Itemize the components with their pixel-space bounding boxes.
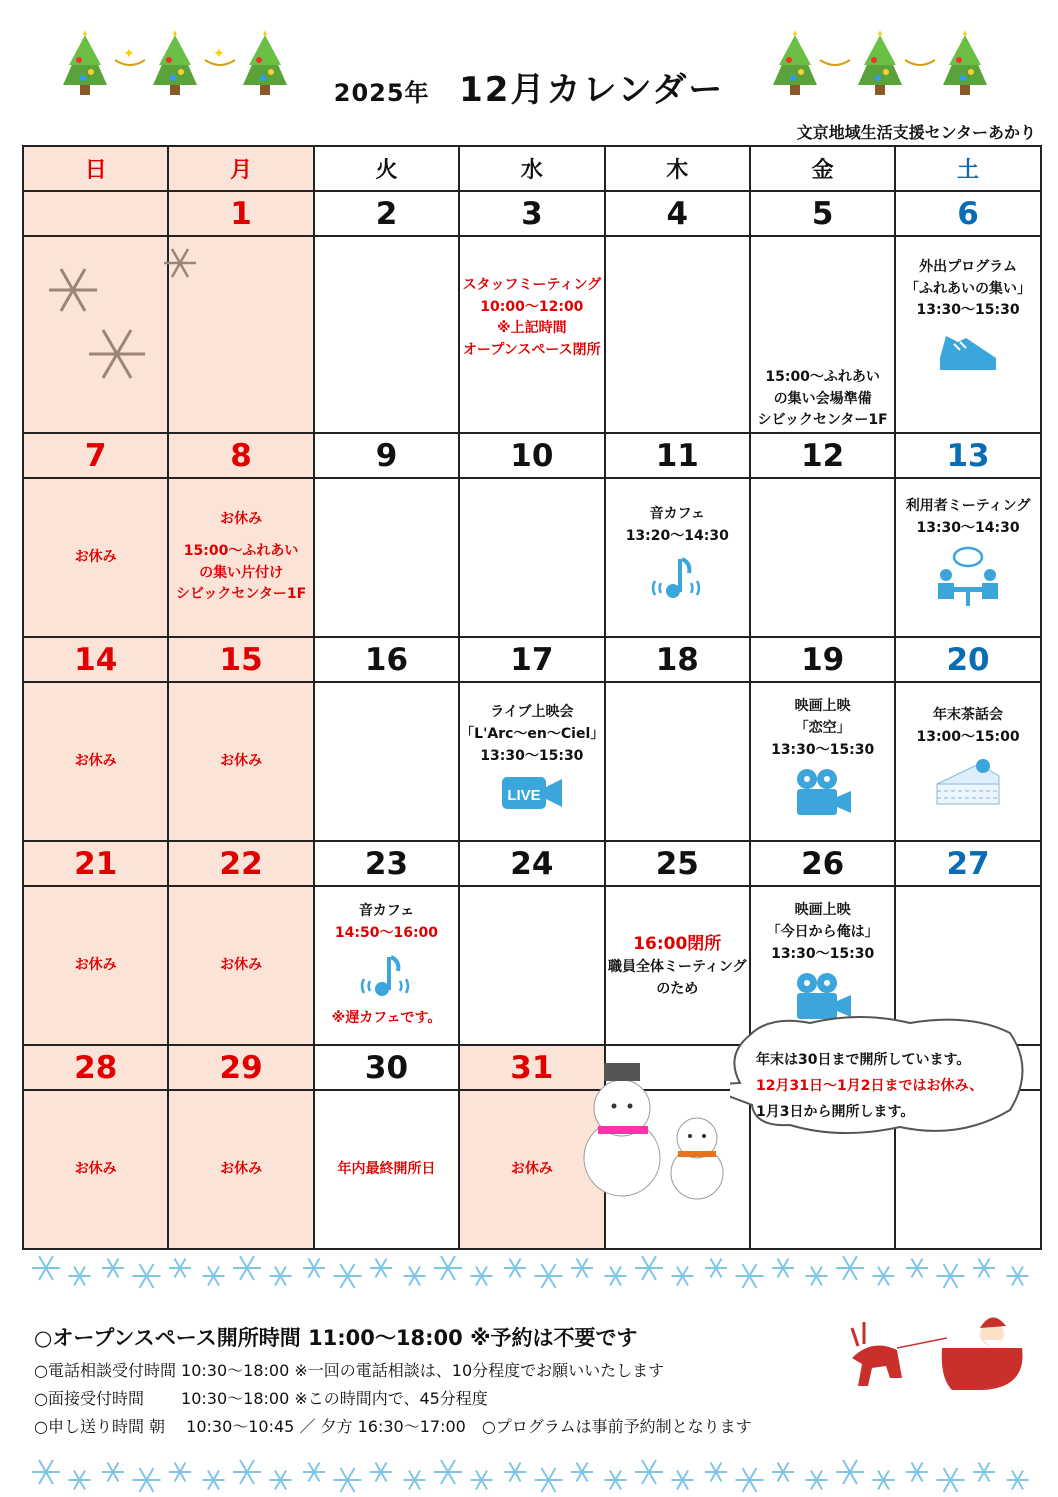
event-text: 利用者ミーティング [905,497,1031,514]
event-cell-wed [459,682,604,841]
date-cell-wed: 10 [459,433,604,478]
date-cell-wed: 3 [459,191,604,236]
date-row [23,841,1041,886]
date-row [23,433,1041,478]
event-cell-sun [23,886,168,1045]
date-cell-tue: 23 [314,841,459,886]
event-cell-sat [895,478,1040,637]
event-row [23,682,1041,841]
event-cell-wed [459,478,604,637]
event-cell-thu [605,682,750,841]
date-cell-sat: 20 [895,637,1040,682]
weekday-tuesday: 火 [314,146,459,191]
event-cell-mon [168,682,313,841]
event-cell-thu [605,478,750,637]
date-cell-thu: 4 [605,191,750,236]
svg-text:✦: ✦ [213,46,225,62]
meeting-icon [896,545,1039,619]
event-text: 16:00閉所 [633,933,722,954]
live-camera-icon [460,773,603,821]
event-cell-tue [314,236,459,433]
date-cell-thu: 18 [605,637,750,682]
event-text: 13:30～15:30 [771,741,875,758]
weekday-wednesday: 水 [459,146,604,191]
event-cell-sat [895,682,1040,841]
event-text: お休み [510,1160,553,1177]
event-text: 映画上映 [794,698,851,715]
event-cell-mon [168,886,313,1045]
date-row [23,191,1041,236]
svg-text:LIVE: LIVE [507,787,541,805]
event-text: 年末茶話会 [933,706,1004,723]
weekday-friday: 金 [750,146,895,191]
event-cell-sun [23,478,168,637]
footer-handover: ○申し送り時間 朝 10:30～10:45 ／ 夕方 16:30～17:00 ○プログラムは事前予約制となります [34,1417,752,1436]
date-cell-sat: 6 [895,191,1040,236]
weekday-thursday: 木 [605,146,750,191]
footer-phone: ○電話相談受付時間 10:30～18:00 ※一回の電話相談は、10分程度でお願いいたします [34,1361,665,1380]
event-text: お休み [220,511,263,528]
event-cell-tue [314,478,459,637]
event-cell-mon [168,1090,313,1249]
sneaker-icon [896,328,1039,382]
date-cell-sun: 21 [23,841,168,886]
date-cell-thu: 25 [605,841,750,886]
date-cell-tue: 2 [314,191,459,236]
event-cell-sat [895,236,1040,433]
cake-icon [896,754,1039,818]
footer-interview: ○面接受付時間 10:30～18:00 ※この時間内で、45分程度 [34,1389,488,1408]
event-cell-thu [605,236,750,433]
event-text: 15:00～ふれあい [765,368,880,385]
event-text: の集い会場準備 [773,390,872,407]
event-text: オープンスペース閉所 [463,342,601,359]
event-text: ライブ上映会 [490,704,574,721]
date-cell-sat: 27 [895,841,1040,886]
event-text: お休み [220,956,263,973]
date-cell-tue: 9 [314,433,459,478]
event-text: 職員全体ミーティング [607,958,747,975]
event-cell-wed [459,236,604,433]
page-title [0,62,1058,111]
event-text: 13:30～15:30 [771,945,875,962]
event-text: 13:30～14:30 [916,519,1020,536]
notice-line-3: 1月3日から開所します。 [756,1104,915,1120]
event-text: のため [656,980,699,997]
event-text: 音カフェ [649,505,705,522]
date-cell-fri: 5 [750,191,895,236]
date-cell-wed: 24 [459,841,604,886]
snowflake-icon [45,262,155,387]
event-text [169,531,312,541]
event-text: 「ふれあいの集い」 [905,280,1032,297]
snowmen-icon [582,1058,732,1203]
event-text: お休み [74,752,117,769]
date-cell-sun: 7 [23,433,168,478]
notice-line-1: 年末は30日まで開所しています。 [756,1052,971,1068]
date-cell-sun [23,191,168,236]
date-cell-sun: 28 [23,1045,168,1090]
date-cell-mon: 8 [168,433,313,478]
event-cell-thu [605,886,750,1045]
svg-text:✦: ✦ [123,46,135,62]
weekday-header-row [23,146,1041,191]
date-cell-fri: 26 [750,841,895,886]
event-text: 音カフェ [358,903,415,920]
organization-name: 文京地域生活支援センターあかり [796,123,1036,142]
event-cell-wed [459,886,604,1045]
event-cell-tue [314,1090,459,1249]
event-text: 映画上映 [794,902,851,919]
event-text: 外出プログラム [919,259,1017,275]
date-cell-wed: 31 [459,1045,604,1090]
movie-camera-icon [751,767,894,827]
santa-sleigh-icon [842,1308,1032,1398]
event-text: お休み [74,1160,117,1177]
event-text: お休み [220,752,263,769]
snowflake-small-icon [162,245,198,281]
event-cell-fri [750,478,895,637]
notice-bubble [730,1015,1030,1141]
event-text: 「恋空」 [794,719,851,736]
notice-line-2: 12月31日～1月2日まではお休み、 [756,1078,984,1094]
date-cell-mon: 29 [168,1045,313,1090]
event-cell-sun [23,1090,168,1249]
title-year: 2025年 [333,79,430,107]
snowflake-border-bottom-icon [30,1456,1030,1496]
event-cell-tue [314,886,459,1045]
snowflake-border-top-icon [30,1248,1030,1296]
date-cell-tue: 16 [314,637,459,682]
event-cell-mon [168,478,313,637]
event-text: お休み [74,956,117,973]
event-text: 13:30～15:30 [916,302,1020,319]
event-text: の集い片付け [199,564,284,581]
event-text: 14:50～16:00 [334,924,439,941]
event-cell-sun [23,682,168,841]
event-cell-tue [314,682,459,841]
event-text: 13:00～15:00 [916,728,1020,745]
footer-open-space: ○オープンスペース開所時間 11:00～18:00 ※予約は不要です [34,1326,638,1350]
date-cell-fri: 19 [750,637,895,682]
date-cell-sun: 14 [23,637,168,682]
event-text: 「今日から俺は」 [766,923,879,940]
event-text: スタッフミーティング [462,277,602,293]
event-row [23,478,1041,637]
event-text: ※遅カフェです。 [331,1010,442,1027]
title-month: 12月カレンダー [459,70,725,110]
event-text: 年内最終開所日 [337,1160,436,1177]
music-note-icon [315,951,458,1009]
weekday-sunday: 日 [23,146,168,191]
date-cell-mon: 22 [168,841,313,886]
event-text: お休み [220,1160,263,1177]
event-text: お休み [74,548,117,565]
event-text: 13:30～15:30 [480,747,584,764]
date-cell-mon: 1 [168,191,313,236]
event-text: 「L'Arc～en～Ciel」 [460,725,605,742]
event-text: 13:20～14:30 [625,527,729,544]
weekday-saturday: 土 [895,146,1040,191]
event-text: シビックセンター1F [757,412,888,429]
event-text: 10:00～12:00 [480,298,584,315]
date-cell-tue: 30 [314,1045,459,1090]
date-cell-wed: 17 [459,637,604,682]
music-note-icon [606,553,749,611]
event-text: シビックセンター1F [175,586,307,603]
event-text: 15:00～ふれあい [183,542,299,559]
event-cell-fri [750,236,895,433]
date-cell-sat: 13 [895,433,1040,478]
date-row [23,637,1041,682]
weekday-monday: 月 [168,146,313,191]
date-cell-thu: 11 [605,433,750,478]
date-cell-mon: 15 [168,637,313,682]
event-cell-fri [750,682,895,841]
event-text: ※上記時間 [497,320,567,337]
date-cell-fri: 12 [750,433,895,478]
